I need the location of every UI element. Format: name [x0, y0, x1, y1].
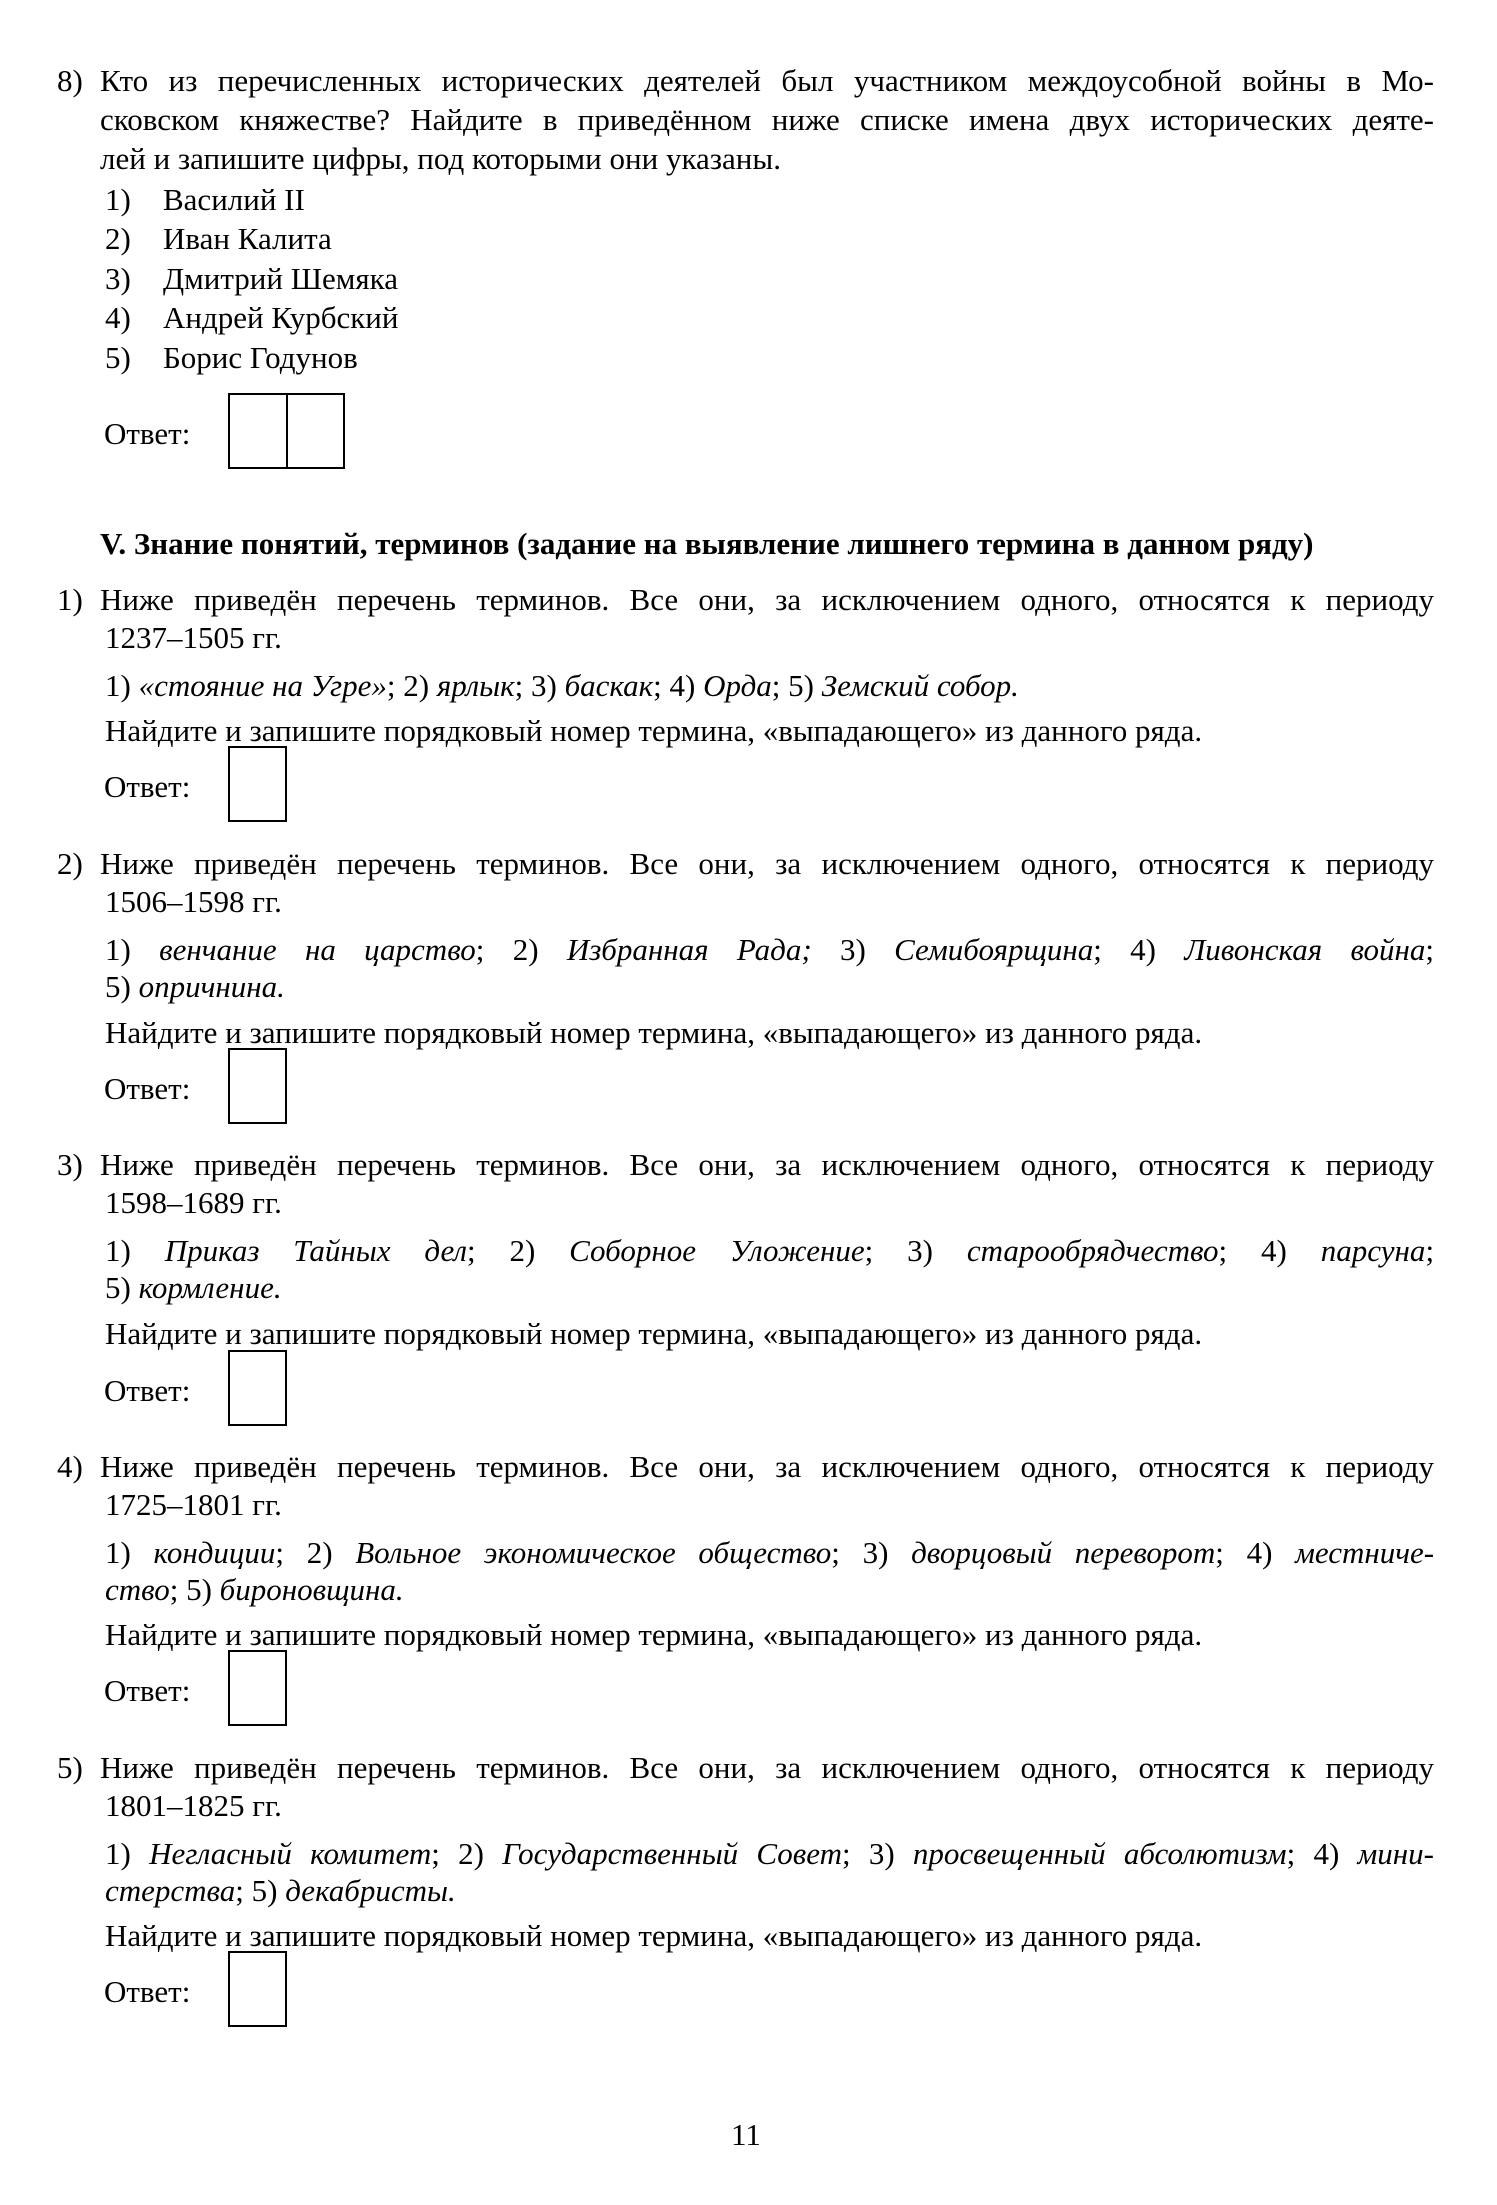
- answer-label: Ответ:: [104, 416, 191, 451]
- term: Вольное экономическое общество: [355, 1535, 832, 1570]
- page-number: 11: [731, 2117, 761, 2152]
- task-instruction: Найдите и запишите порядковый номер термина, «выпадающего» из данного ряда.: [105, 713, 1203, 748]
- term: мини-: [1357, 1836, 1435, 1871]
- option-label: Андрей Курбский: [163, 300, 399, 335]
- answer-box[interactable]: [228, 1350, 287, 1426]
- option-label: Иван Калита: [163, 221, 332, 256]
- answer-box[interactable]: [228, 1951, 287, 2027]
- task-number: 1): [57, 582, 83, 617]
- task-period: 1237–1505 гг.: [105, 620, 282, 655]
- task-intro-line-1: Ниже приведён перечень терминов. Все они, за исключением одного, относятся к периоду: [100, 582, 1434, 617]
- term: дворцовый переворот: [911, 1535, 1216, 1570]
- term: Земский собор.: [821, 668, 1019, 703]
- task-number: 3): [57, 1147, 83, 1182]
- task-number: 4): [57, 1449, 83, 1484]
- answer-label: Ответ:: [104, 1974, 191, 2009]
- term-list: 1) «стояние на Угре»; 2) ярлык; 3) баскак; 4) Орда; 5) Земский собор.: [105, 668, 1019, 703]
- question-text-line-1: Кто из перечисленных исторических деятелей был участником междоусобной войны в Мо-: [100, 63, 1434, 98]
- term: местниче-: [1295, 1535, 1435, 1570]
- term: Приказ Тайных дел: [164, 1233, 467, 1268]
- option-label: Дмитрий Шемяка: [163, 261, 398, 296]
- term-list-cont: ство; 5) бироновщина.: [105, 1572, 404, 1607]
- term-list: 1) Приказ Тайных дел; 2) Соборное Уложение; 3) старообрядчество; 4) парсуна;: [105, 1233, 1435, 1268]
- term: Соборное Уложение: [569, 1233, 865, 1268]
- term-list-cont: стерства; 5) декабристы.: [105, 1873, 456, 1908]
- answer-label: Ответ:: [104, 1373, 191, 1408]
- option-number: 4): [105, 300, 131, 335]
- answer-box[interactable]: [228, 1650, 287, 1726]
- task-period: 1801–1825 гг.: [105, 1788, 282, 1823]
- term: Государственный Совет: [502, 1836, 842, 1871]
- task-period: 1725–1801 гг.: [105, 1487, 282, 1522]
- task-intro-line-1: Ниже приведён перечень терминов. Все они, за исключением одного, относятся к периоду: [100, 846, 1434, 881]
- term: просвещенный абсолютизм: [912, 1836, 1287, 1871]
- term: баскак: [564, 668, 654, 703]
- term: старообрядчество: [966, 1233, 1219, 1268]
- task-number: 2): [57, 846, 83, 881]
- task-intro-line-1: Ниже приведён перечень терминов. Все они, за исключением одного, относятся к периоду: [100, 1449, 1434, 1484]
- term: «стояние на Угре»: [138, 668, 387, 703]
- term: Негласный комитет: [149, 1836, 432, 1871]
- answer-box[interactable]: [228, 1048, 287, 1124]
- term: венчание на царство: [159, 932, 476, 967]
- term: Ливонская война: [1184, 932, 1426, 967]
- question-text-line-2: сковском княжестве? Найдите в приведённом ниже списке имена двух исторических деяте-: [100, 102, 1434, 137]
- term: Семибоярщина: [894, 932, 1094, 967]
- term: Избранная Рада;: [566, 932, 812, 967]
- task-instruction: Найдите и запишите порядковый номер термина, «выпадающего» из данного ряда.: [105, 1918, 1203, 1953]
- option-number: 2): [105, 221, 131, 256]
- option-label: Василий II: [163, 182, 305, 217]
- term-list: 1) кондиции; 2) Вольное экономическое общество; 3) дворцовый переворот; 4) местниче-: [105, 1535, 1435, 1570]
- question-text-line-3: лей и запишите цифры, под которыми они указаны.: [100, 141, 781, 176]
- term-list: 1) Негласный комитет; 2) Государственный Совет; 3) просвещенный абсолютизм; 4) мини-: [105, 1836, 1435, 1871]
- term: ство: [105, 1572, 170, 1607]
- term: кормление.: [138, 1270, 282, 1305]
- term: стерства: [105, 1873, 236, 1908]
- term: декабристы.: [285, 1873, 456, 1908]
- answer-label: Ответ:: [104, 769, 191, 804]
- answer-box[interactable]: [228, 746, 287, 822]
- option-number: 3): [105, 261, 131, 296]
- term: опричнина.: [138, 969, 285, 1004]
- term: Орда: [703, 668, 772, 703]
- term: бироновщина.: [219, 1572, 404, 1607]
- task-number: 5): [57, 1750, 83, 1785]
- option-label: Борис Годунов: [163, 340, 358, 375]
- option-number: 1): [105, 182, 131, 217]
- answer-label: Ответ:: [104, 1673, 191, 1708]
- term-list-cont: 5) опричнина.: [105, 969, 285, 1004]
- option-number: 5): [105, 340, 131, 375]
- answer-box-double[interactable]: [228, 393, 345, 469]
- term: ярлык: [436, 668, 515, 703]
- answer-label: Ответ:: [104, 1071, 191, 1106]
- task-instruction: Найдите и запишите порядковый номер термина, «выпадающего» из данного ряда.: [105, 1617, 1203, 1652]
- task-intro-line-1: Ниже приведён перечень терминов. Все они, за исключением одного, относятся к периоду: [100, 1750, 1434, 1785]
- section-heading: V. Знание понятий, терминов (задание на выявление лишнего термина в данном ряду): [100, 526, 1314, 561]
- task-period: 1506–1598 гг.: [105, 884, 282, 919]
- question-number: 8): [57, 63, 83, 98]
- term-list-cont: 5) кормление.: [105, 1270, 282, 1305]
- task-instruction: Найдите и запишите порядковый номер термина, «выпадающего» из данного ряда.: [105, 1015, 1203, 1050]
- task-period: 1598–1689 гг.: [105, 1185, 282, 1220]
- term: парсуна: [1320, 1233, 1426, 1268]
- task-intro-line-1: Ниже приведён перечень терминов. Все они, за исключением одного, относятся к периоду: [100, 1147, 1434, 1182]
- term-list: 1) венчание на царство; 2) Избранная Рада; 3) Семибоярщина; 4) Ливонская война;: [105, 932, 1434, 967]
- task-instruction: Найдите и запишите порядковый номер термина, «выпадающего» из данного ряда.: [105, 1316, 1203, 1351]
- term: кондиции: [153, 1535, 276, 1570]
